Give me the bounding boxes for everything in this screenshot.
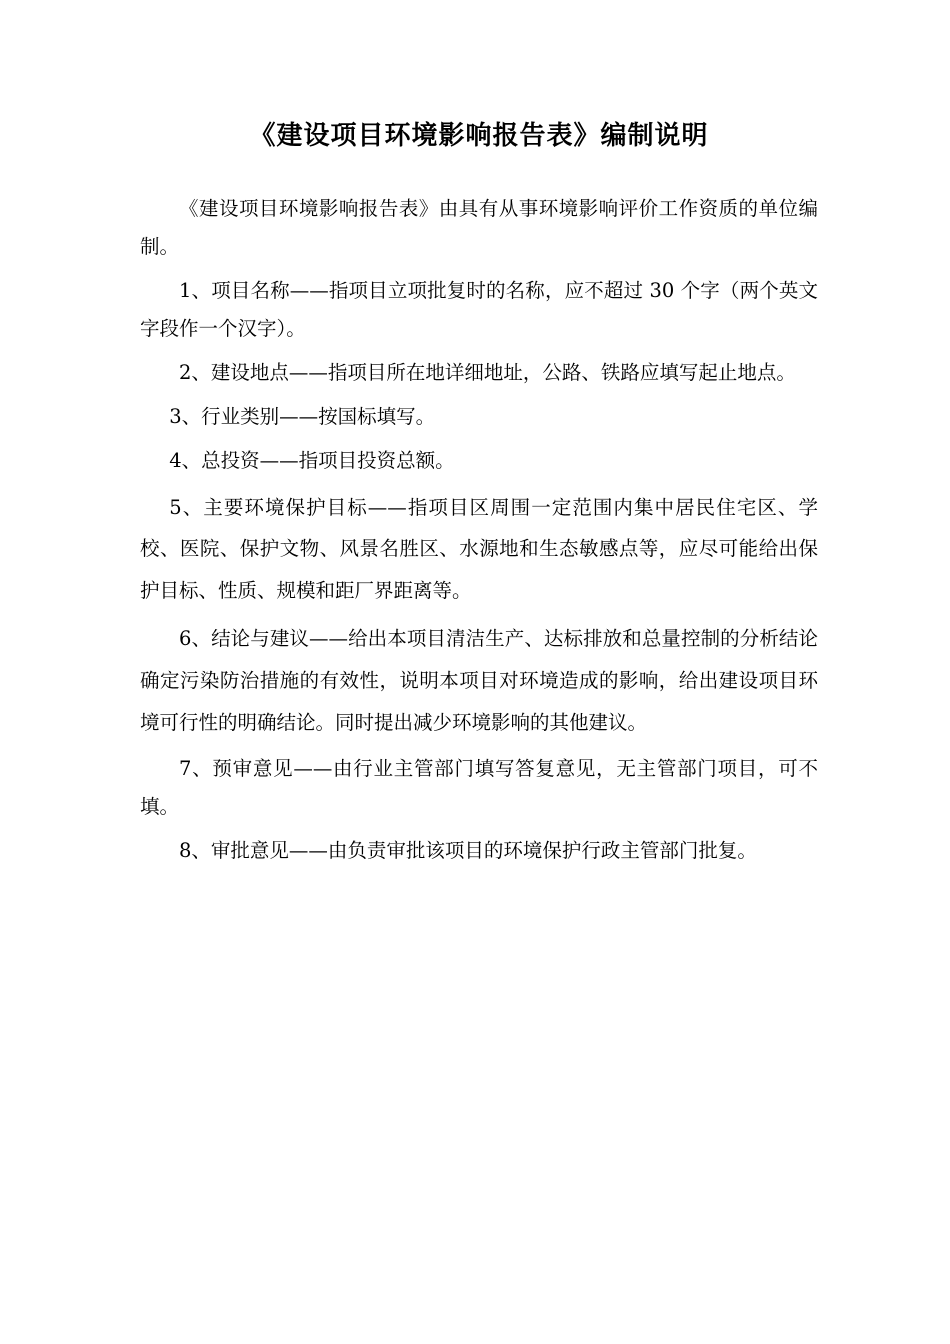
paragraph-item-4: 4、总投资——指项目投资总额。: [169, 449, 455, 473]
paragraph-item-6: 6、结论与建议——给出本项目清洁生产、达标排放和总量控制的分析结论确定污染防治措施的有效性，说明本项目对环境造成的影响，给出建设项目环境可行性的明确结论。同时提出减少环境影响的其他建议。: [140, 627, 818, 735]
paragraph-item-7: 7、预审意见——由行业主管部门填写答复意见，无主管部门项目，可不填。: [140, 757, 818, 819]
paragraph-item-1: 1、项目名称——指项目立项批复时的名称，应不超过 30 个字（两个英文字段作一个汉字）。: [140, 279, 818, 341]
paragraph-item-5: 5、主要环境保护目标——指项目区周围一定范围内集中居民住宅区、学校、医院、保护文物、风景名胜区、水源地和生态敏感点等，应尽可能给出保护目标、性质、规模和距厂界距离等。: [140, 495, 818, 603]
paragraph-item-3: 3、行业类别——按国标填写。: [169, 405, 436, 429]
paragraph-item-2: 2、建设地点——指项目所在地详细地址，公路、铁路应填写起止地点。: [179, 361, 796, 385]
paragraph-intro: 《建设项目环境影响报告表》由具有从事环境影响评价工作资质的单位编制。: [140, 197, 818, 259]
paragraph-item-8: 8、审批意见——由负责审批该项目的环境保护行政主管部门批复。: [179, 839, 757, 863]
page-title: 《建设项目环境影响报告表》编制说明: [249, 121, 709, 151]
